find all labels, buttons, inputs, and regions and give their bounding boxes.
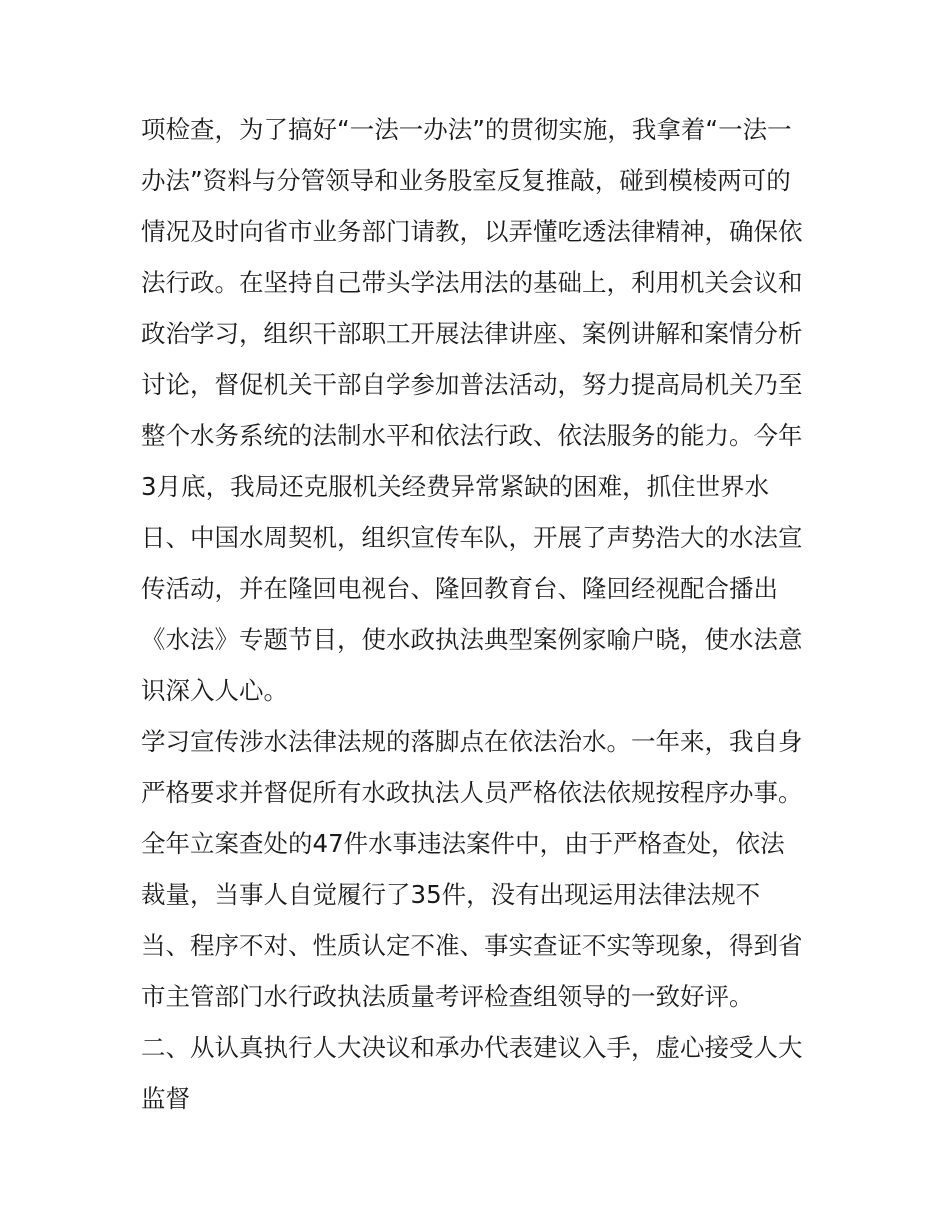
text-line: 情况及时向省市业务部门请教，以弄懂吃透法律精神，确保依 — [141, 217, 803, 246]
text-line: 识深入人心。 — [141, 676, 288, 705]
text-line: 讨论，督促机关干部自学参加普法活动，努力提高局机关乃至 — [141, 370, 803, 399]
section-heading-line: 二、从认真执行人大决议和承办代表建议入手，虚心接受人大 — [141, 1033, 803, 1062]
text-line: 整个水务系统的法制水平和依法行政、依法服务的能力。今年 — [141, 421, 803, 450]
text-line: 办法”资料与分管领导和业务股室反复推敲，碰到模棱两可的 — [141, 166, 791, 195]
text-line: 3月底，我局还克服机关经费异常紧缺的困难，抓住世界水 — [141, 472, 770, 501]
body-text — [141, 104, 821, 1124]
text-line: 项检查，为了搞好“一法一办法”的贯彻实施，我拿着“一法一 — [141, 115, 792, 144]
section-heading-line: 监督 — [141, 1084, 190, 1113]
text-line: 日、中国水周契机，组织宣传车队，开展了声势浩大的水法宣 — [141, 523, 803, 552]
text-line: 全年立案查处的47件水事违法案件中，由于严格查处，依法 — [141, 829, 785, 858]
text-line: 《水法》专题节目，使水政执法典型案例家喻户晓，使水法意 — [141, 625, 803, 654]
text-line: 政治学习，组织干部职工开展法律讲座、案例讲解和案情分析 — [141, 319, 803, 348]
paragraph-line: 学习宣传涉水法律法规的落脚点在依法治水。一年来，我自身 — [141, 727, 803, 756]
text-line: 严格要求并督促所有水政执法人员严格依法依规按程序办事。 — [141, 778, 803, 807]
text-line: 法行政。在坚持自己带头学法用法的基础上，利用机关会议和 — [141, 268, 803, 297]
text-line: 市主管部门水行政执法质量考评检查组领导的一致好评。 — [141, 982, 754, 1011]
text-line: 裁量，当事人自觉履行了35件，没有出现运用法律法规不 — [141, 880, 761, 909]
text-line: 传活动，并在隆回电视台、隆回教育台、隆回经视配合播出 — [141, 574, 778, 603]
text-line: 当、程序不对、性质认定不准、事实查证不实等现象，得到省 — [141, 931, 803, 960]
